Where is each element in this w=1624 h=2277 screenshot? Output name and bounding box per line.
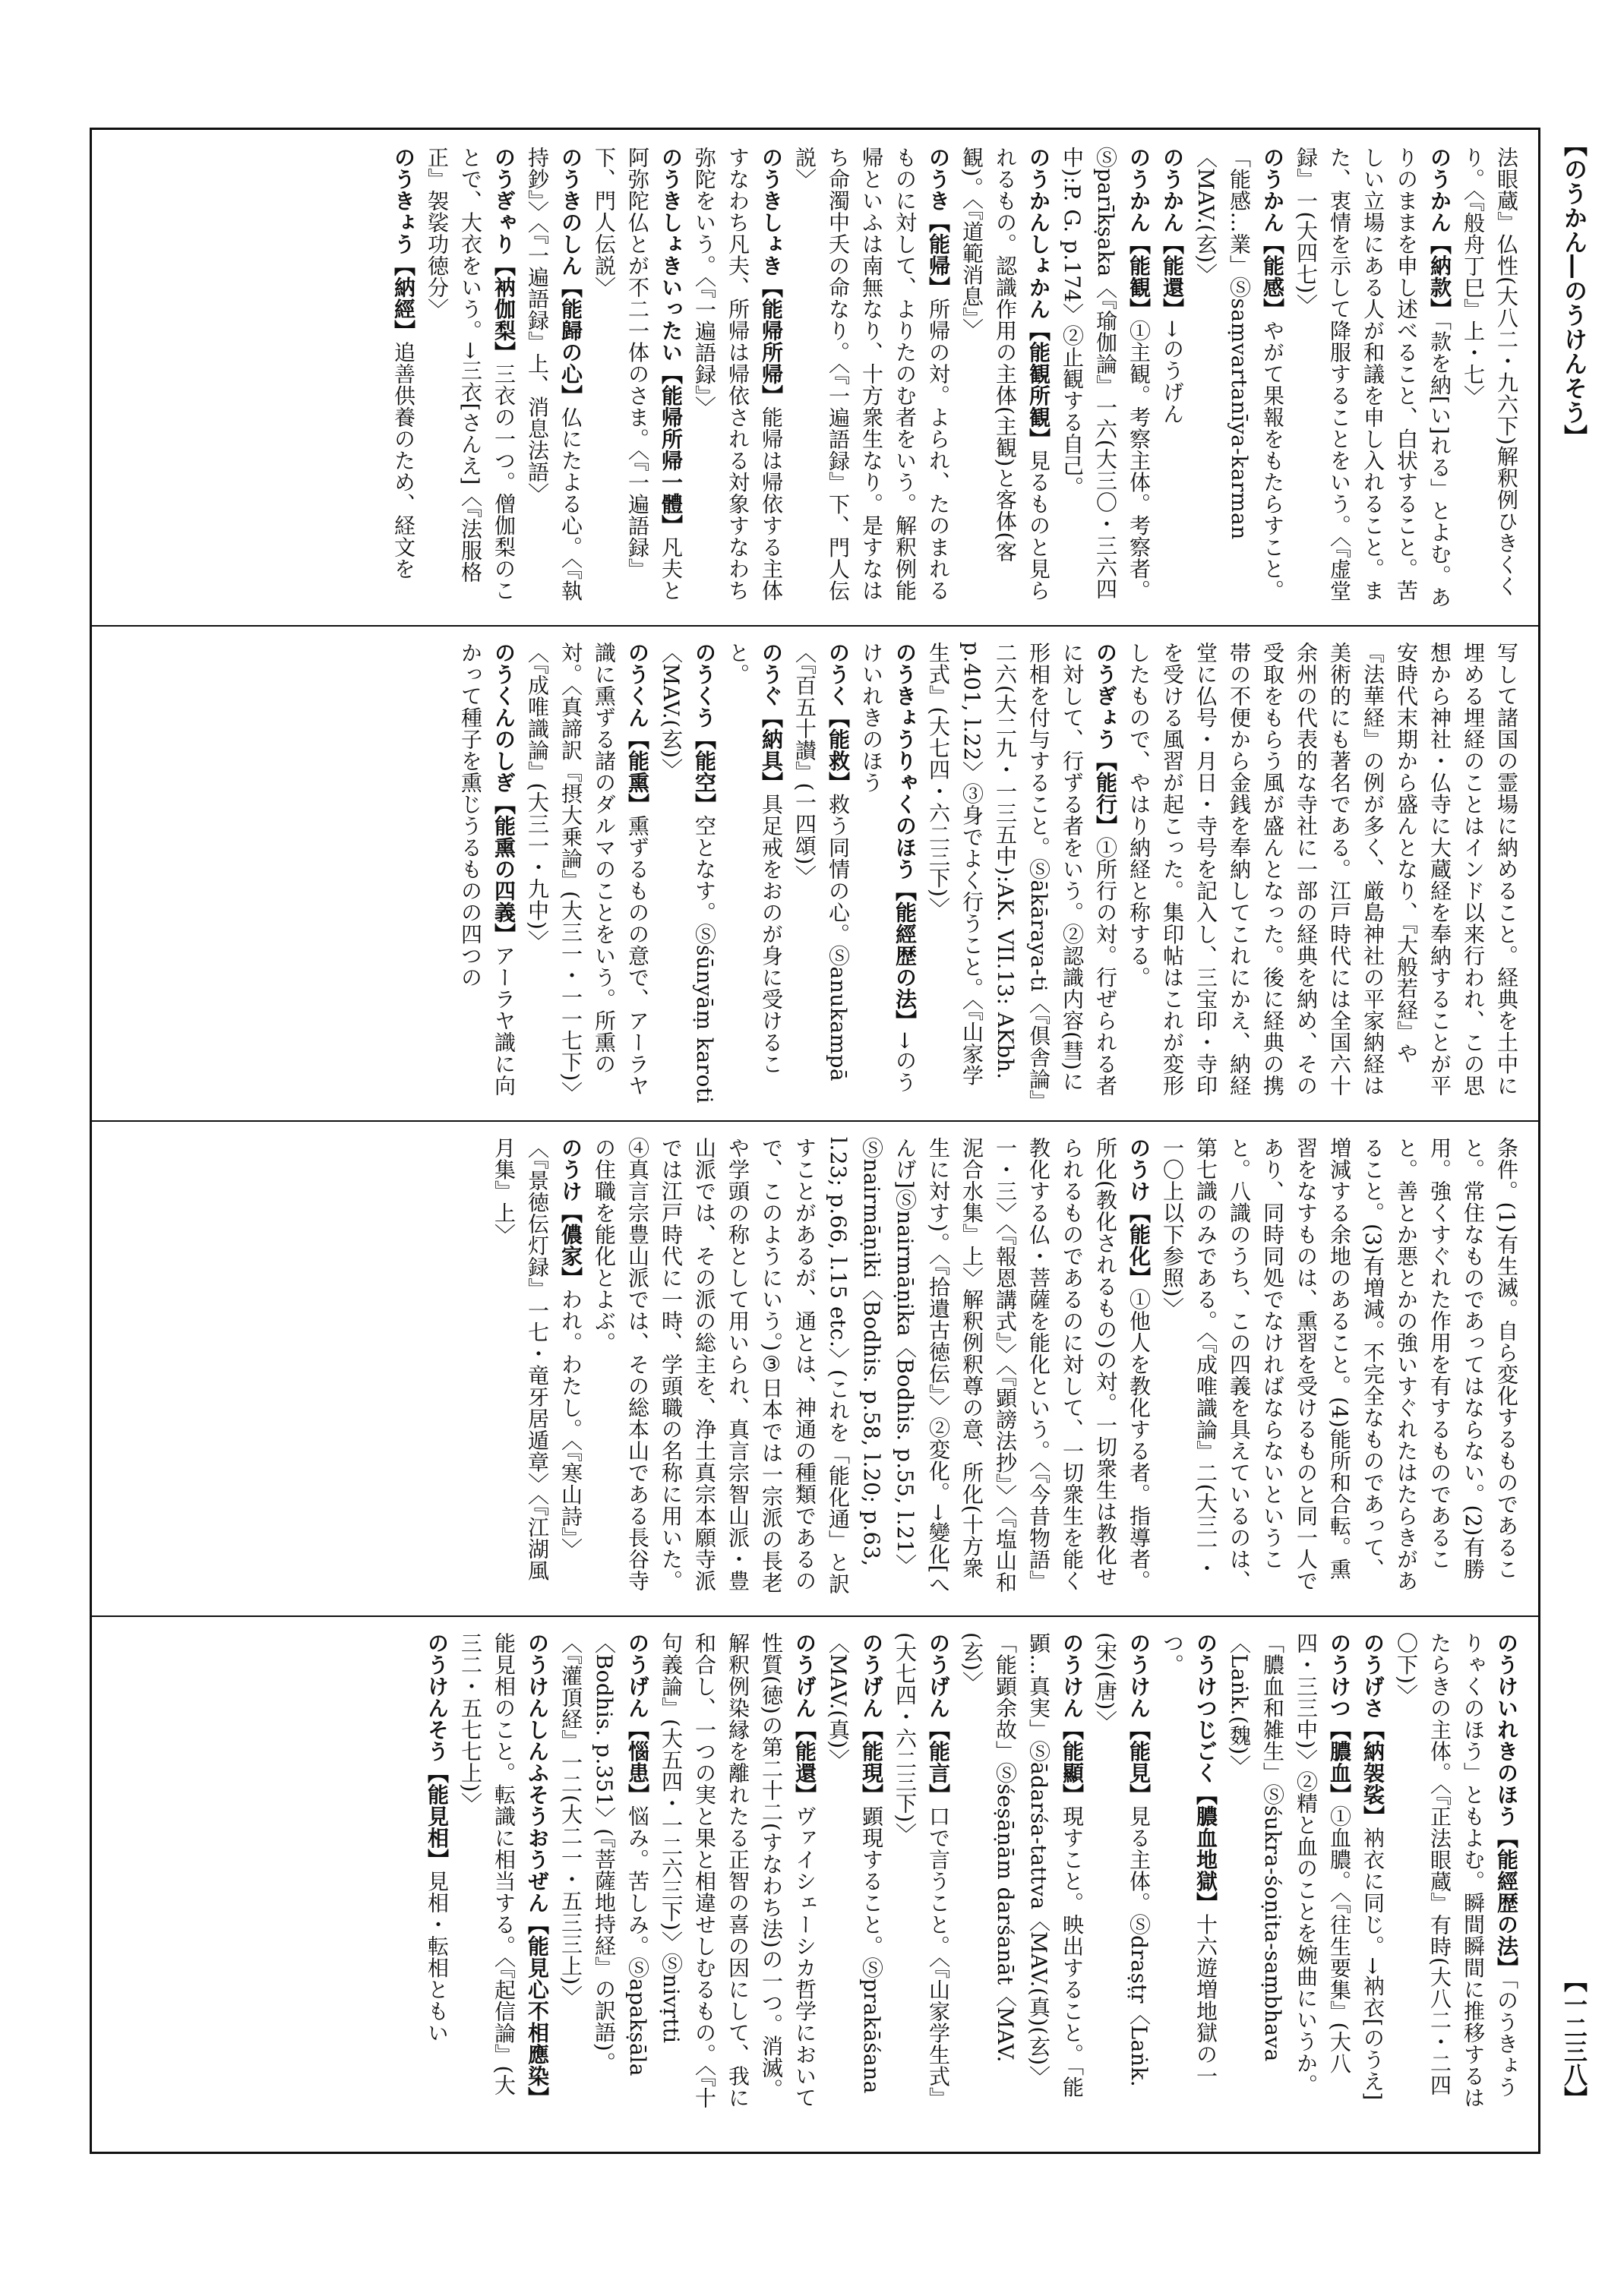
entry-headword: のうけんそう【能見相】 (425, 1632, 450, 1871)
tier-text (107, 1137, 1523, 1599)
entry-headword: のうけつ【膿血】 (1327, 1632, 1352, 1805)
dictionary-entry (654, 642, 721, 1104)
tier-text (107, 642, 1523, 1104)
entry-definition: ①主観。考察主体。考察者。Ⓢparīkṣaka〈『瑜伽論』一六(大三〇・三六四中):P. G. p.174〉②止観する自己。 (1060, 147, 1152, 602)
dictionary-entry (1055, 147, 1155, 608)
tier-text (107, 1632, 1523, 2111)
dictionary-entry (587, 147, 687, 608)
dictionary-entry (420, 1632, 453, 2111)
entry-definition: 法眼蔵』仏性(大八二・九六下)解釈例ひきくくり。〈『般舟丁巳』上・七〉 (1461, 147, 1519, 597)
entry-headword: のうげん【能現】 (859, 1632, 884, 1805)
entry-definition: 見るものと見られるもの。認識作用の主体(主観)と客体(客観)。〈『道範消息』〉 (959, 147, 1051, 602)
dictionary-entry (453, 642, 520, 1104)
entry-definition: 三衣の一つ。僧伽梨のことで、大衣をいう。→三衣[さんえ]〈『法服格正』袈裟功徳分〉 (425, 147, 517, 602)
entry-headword: のうくんのしぎ【能熏の四義】 (491, 642, 517, 945)
entry-headword: のうく【能救】 (826, 642, 851, 794)
entry-definition: われ。わたし。〈『寒山詩』〉〈『景徳伝灯録』一七・竜牙居遁章〉〈『江湖風月集』上〉 (491, 1137, 583, 1581)
entry-headword: のうぎょう【能行】 (1093, 642, 1118, 837)
entry-headword: のうけいれきのほう【能經歴の法】 (1494, 1632, 1519, 1979)
entry-definition: 顕現すること。Ⓢprakāśana〈MAV.(真)〉 (826, 1632, 884, 2094)
entry-definition: →のうけいれきのほう (859, 642, 918, 1093)
entry-definition: 衲衣に同じ。→衲衣[のうえ] (1360, 1827, 1385, 2101)
entry-headword: のうけん【能顯】 (1060, 1632, 1085, 1805)
entry-headword: のうきしょきいったい【能帰所帰一體】 (659, 147, 684, 536)
entry-definition: 能帰は帰依する主体すなわち凡夫、所帰は帰依される対象すなわち弥陀をいう。〈『一遍語録』〉 (692, 147, 784, 602)
entry-definition: 空となす。Ⓢśūnyāṃ karoti〈MAV.(玄)〉 (659, 642, 717, 1104)
entry-headword: のうけ【能化】 (1126, 1137, 1152, 1289)
page-frame (90, 128, 1540, 2154)
tier-3 (107, 1137, 1523, 1599)
dictionary-entry (888, 1632, 955, 2111)
dictionary-entry (587, 1137, 1155, 1599)
dictionary-entry (453, 1632, 554, 2111)
entry-headword: のうかん【能還】 (1160, 147, 1185, 320)
entry-headword: のうかんしょかん【能観所観】 (1026, 147, 1051, 450)
dictionary-entry (687, 147, 788, 608)
dictionary-entry (1189, 147, 1289, 608)
dictionary-entry (955, 147, 1055, 608)
dictionary-entry (1155, 1137, 1523, 1599)
dictionary-entry (721, 642, 788, 1104)
entry-definition: 具足戒をおのが身に受けること。 (725, 642, 784, 1075)
entry-definition: 十六遊増地獄の一つ。 (1160, 1632, 1218, 2087)
entry-definition: 「のうきょうりゃくのほう」ともよむ。瞬間瞬間に推移するはたらきの主体。〈『正法眼蔵』有時(大八二・二四〇下)〉 (1394, 1632, 1519, 2108)
entry-definition: →のうげん (1160, 320, 1185, 425)
entry-headword: のうくん【能熏】 (625, 642, 650, 815)
entry-definition: アーラヤ識に向かって種子を熏じうるものの四つの (458, 642, 517, 1097)
entry-headword: のうげさ【納袈裟】 (1360, 1632, 1385, 1827)
dictionary-entry (1222, 1632, 1356, 2111)
dictionary-entry (420, 147, 520, 608)
tier-4 (107, 1632, 1523, 2111)
entry-definition: 能見相のこと。転識に相当する。〈『起信論』(大三二・五七七上)〉 (458, 1632, 517, 2096)
entry-definition: 悩み。苦しみ。Ⓢapakṣāla〈Bodhis. p.351〉(『菩薩地持経』の訳語)。〈『灌頂経』一二(大二一・五三三上)〉 (558, 1632, 650, 2076)
entry-headword: のうぐ【納具】 (759, 642, 784, 794)
dictionary-entry (788, 642, 855, 1104)
running-head: 【のうかん―のうけんそう】 (1559, 133, 1587, 449)
dictionary-entry (554, 1632, 654, 2111)
entry-headword: のうぎゃり【衲伽梨】 (491, 147, 517, 363)
dictionary-entry (1289, 147, 1456, 608)
entry-definition: ①血膿。〈『往生要集』(大八四・三三中)〉②精と血のことを婉曲にいうか。「膿血和雑生」Ⓢśukra-śoṇita-saṃbhava〈Laṅk.(魏)〉 (1227, 1632, 1352, 2095)
entry-definition: 救う同情の心。Ⓢanukampā〈『百五十讃』(一四頌)〉 (792, 642, 851, 1082)
entry-headword: のうき【能帰】 (926, 147, 951, 298)
dictionary-entry (921, 642, 1122, 1104)
entry-headword: のうかん【能感】 (1260, 147, 1285, 320)
dictionary-entry (1088, 1632, 1155, 2111)
dictionary-entry (1389, 1632, 1523, 2111)
entry-headword: のうきょうりゃくのほう【能經歴の法】 (893, 642, 918, 1031)
entry-headword: のうげん【能言】 (926, 1632, 951, 1805)
entry-definition: ①他人を教化する者。指導者。所化(教化されるもの)の対。一切衆生は教化せられるものであるのに対して、一切衆生を能く教化する仏・菩薩を能化という。〈『今昔物語』一・三〉〈『報恩講式』〉〈『顕謗法抄』〉〈『塩山和泥合水集』上〉解釈例釈尊の意、所化(十方衆生に対す)。〈『拾遺古徳伝』〉②変化。→變化[へんげ]Ⓢnairmāṇika〈Bodhis. p.55, l.21〉Ⓢnairmāṇiki〈Bodhis. p.58, l.20; p.63, l.23; p.66, l.15 etc.〉(これを「能化通」と訳すことがあるが、通とは、神通の種類であるので、このようにいう。)③日本では一宗派の長老や学頭の称として用いられ、真言宗智山派・豊山派では、その派の総主を、浄土真宗本願寺派では江戸時代に一時、学頭職の名称に用いた。④真言宗豊山派では、その総本山である長谷寺の住職を能化とよぶ。 (592, 1137, 1152, 1596)
dictionary-entry (1456, 147, 1523, 608)
entry-headword: のうけんしんふそうおうぜん【能見心不相應染】 (525, 1632, 550, 2108)
entry-definition: 口で言うこと。〈『山家学生式』(大七四・六二三下)〉 (893, 1632, 951, 2109)
dictionary-entry (520, 642, 654, 1104)
entry-headword: のうくう【能空】 (692, 642, 717, 815)
dictionary-entry (520, 147, 587, 608)
dictionary-entry (955, 1632, 1088, 2111)
entry-headword: のうけ【儂家】 (558, 1137, 583, 1289)
entry-definition: 仏にたよる心。〈『執持鈔』〉〈『一遍語録』上、消息法語〉 (525, 147, 583, 602)
entry-definition: 所帰の対。よられ、たのまれるものに対して、よりたのむ者をいう。解釈例能帰といふは南無なり、十方衆生なり。是すなはち命濁中夭の命なり。〈『一遍語録』下、門人伝説〉 (792, 147, 951, 602)
dictionary-entry (1356, 1632, 1389, 2111)
tier-divider (92, 1615, 1538, 1617)
tier-divider (92, 1120, 1538, 1122)
entry-headword: のうかん【納款】 (1427, 147, 1452, 320)
entry-headword: のうきのしん【能歸の心】 (558, 147, 583, 406)
entry-definition: 「款を納[い]れる」とよむ。ありのままを申し述べること、白状すること。苦しい立場にある人が和議を申し入れること。また、衷情を示して降服することをいう。〈『虚堂録』一(大四七)〉 (1294, 147, 1452, 608)
entry-headword: のうきょう【納經】 (391, 147, 416, 342)
dictionary-entry (821, 1632, 888, 2111)
entry-headword: のうかん【能観】 (1126, 147, 1152, 320)
tier-1 (107, 147, 1523, 608)
entry-definition: 見相・転相ともい (425, 1870, 450, 2044)
entry-definition: やがて果報をもたらすこと。「能感…業」Ⓢsaṃvartanīya-karman〈MAV.(玄)〉 (1193, 147, 1285, 602)
dictionary-entry (788, 147, 955, 608)
dictionary-entry (1122, 642, 1523, 1104)
dictionary-entry (1155, 1632, 1222, 2111)
dictionary-entry (387, 147, 420, 608)
dictionary-entry (855, 642, 921, 1104)
entry-definition: 熏ずるものの意で、アーラヤ識に熏ずる諸のダルマのことをいう。所熏の対。〈真諦訳『摂大乗論』(大三一・一一七下)〉〈『成唯識論』(大三一・九中)〉 (525, 642, 650, 1104)
dictionary-entry (654, 1632, 821, 2111)
tier-divider (92, 625, 1538, 627)
entry-definition: ①所行の対。行ぜられる者に対して、行ずる者をいう。②認識内容(彗)に形相を付与すること。Ⓢākāraya-ti〈『倶舎論』二六(大二九・一三五中):AK. VII.13: AKbh. p.401, l.22〉③身でよく行うこと。〈『山家学生式』(大七四・六二三下)〉 (926, 642, 1118, 1101)
entry-headword: のうきしょき【能帰所帰】 (759, 147, 784, 406)
entry-definition: ヴァイシェーシカ哲学において性質(徳)の第二十二(すなわち法)の一つ。消滅。解釈例染縁を離れたる正智の喜の因にして、我に和合し、一つの実と果と相違せしむるもの。〈『十句義論』(大五四・一二六三下)〉Ⓢnivṛtti (659, 1632, 817, 2109)
tier-2 (107, 642, 1523, 1104)
entry-headword: のうけつじごく【膿血地獄】 (1193, 1632, 1218, 1914)
entry-definition: 現すこと。映出すること。「能顕…真実」Ⓢādarśa-tattva〈MAV.(真)(玄)〉「能顕余故」Ⓢśeṣāṇām darśanāt〈MAV.(玄)〉 (959, 1632, 1085, 2098)
dictionary-entry (1155, 147, 1189, 608)
entry-headword: のうけん【能見】 (1126, 1632, 1152, 1805)
entry-definition: 写して諸国の霊場に納めること。経典を土中に埋める埋経のことはインド以来行われ、この思想から神社・仏寺に大蔵経を奉納することが平安時代末期から盛んとなり、『大般若経』や『法華経』の例が多く、厳島神社の平家納経は美術的にも著名である。江戸時代には全国六十余州の代表的な寺社に一部の経典を納め、その受取をもらう風が盛んとなった。後に経典の携帯の不便から金銭を奉納してこれにかえ、納経堂に仏号・月日・寺号を記入し、三宝印・寺印を受ける風習が起こった。集印帖はこれが変形したもので、やはり納経と称する。 (1126, 642, 1519, 1097)
dictionary-entry (487, 1137, 587, 1599)
entry-definition: 条件。(1)有生滅。自ら変化するものであること。常住なものであってはならない。(2)有勝用。強くすぐれた作用を有するものであること。善とか悪とかの強いすぐれたはたらきがあること。(3)有増減。不完全なものであって、増減する余地のあること。(4)能所和合転。熏習をなすものは、熏習を受けるものと同一人であり、同時同処でなければならないということ。八識のうち、この四義を具えているのは、第七識のみである。〈『成唯識論』二(大三一・一〇上以下参照)〉 (1160, 1137, 1519, 1592)
entry-definition: 凡夫と阿弥陀仏とが不二一体のさま。〈『一遍語録』下、門人伝説〉 (592, 147, 684, 602)
tier-text (107, 147, 1523, 608)
entry-definition: 見る主体。Ⓢdraṣṭṛ〈Laṅk.(宋)(唐)〉 (1093, 1632, 1152, 2088)
page-number: 【一二三八】 (1559, 1969, 1587, 2110)
entry-headword: のうげん【惱患】 (625, 1632, 650, 1805)
entry-definition: 追善供養のため、経文を (391, 341, 416, 580)
entry-headword: のうげん【能還】 (792, 1632, 817, 1805)
